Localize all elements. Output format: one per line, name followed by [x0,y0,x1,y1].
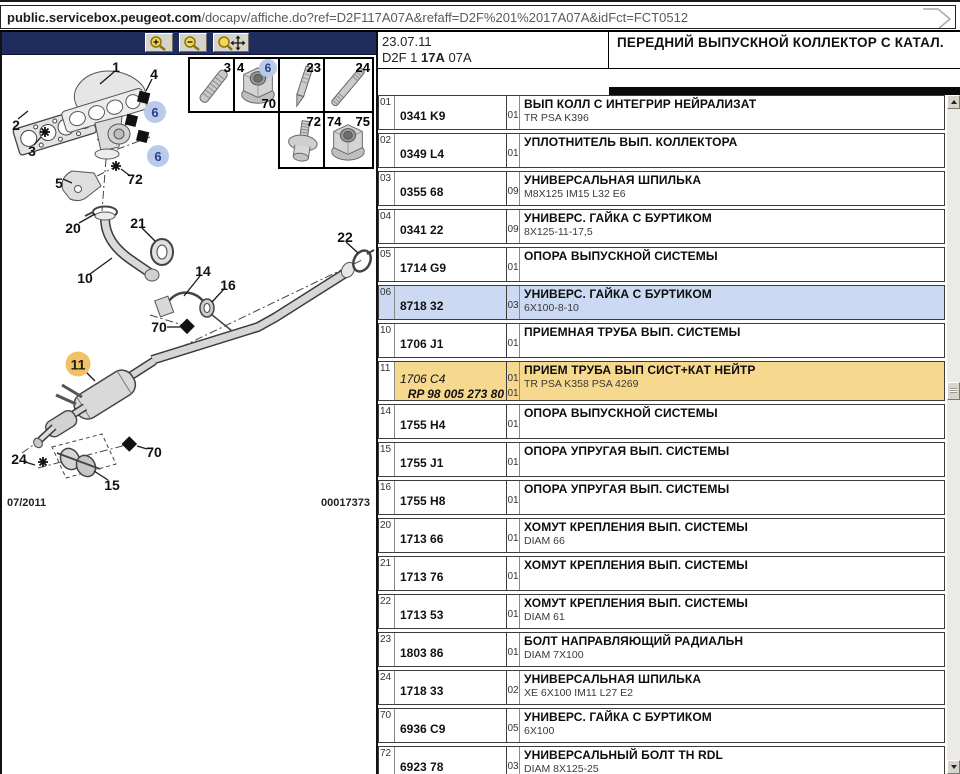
part-thumbnail[interactable] [233,57,280,113]
desc-cell [520,595,944,628]
zoom-out-icon [183,35,203,51]
table-row[interactable] [378,247,945,282]
part-description: ОПОРА ВЫПУСКНОЙ СИСТЕМЫ [524,406,718,420]
part-ref-cell: 1713 76 [395,557,507,590]
desc-cell [520,747,944,774]
part-ref-cell: 0355 68 [395,172,507,205]
row-number-cell: 14 [379,405,395,438]
row-number-cell: 03 [379,172,395,205]
desc-cell [520,248,944,281]
callout-14[interactable]: 14 [195,263,211,279]
part-description: УНИВЕРС. ГАЙКА С БУРТИКОМ [524,710,712,724]
table-row[interactable] [378,442,945,477]
part-ref-cell: 1713 53 [395,595,507,628]
part-spec: TR PSA K358 PSA 4269 [524,378,639,390]
callout-24[interactable]: 24 [11,451,27,467]
table-row[interactable] [378,95,945,130]
callout-3[interactable]: 3 [28,143,36,159]
callout-20[interactable]: 20 [65,220,81,236]
part-description: ПРИЕМНАЯ ТРУБА ВЫП. СИСТЕМЫ [524,325,741,339]
qty-cell: 01 [507,595,520,628]
table-row[interactable] [378,556,945,591]
part-description: ОПОРА ВЫПУСКНОЙ СИСТЕМЫ [524,249,718,263]
part-description: ВЫП КОЛЛ С ИНТЕГРИР НЕЙРАЛИЗАТ [524,97,757,111]
part-thumbnail[interactable] [323,57,374,113]
thumb-label-4: 4 [237,60,245,75]
part-ref-cell: 0341 22 [395,210,507,243]
desc-cell [520,172,944,205]
diagram-date: 07/2011 [7,497,47,509]
part-description: ХОМУТ КРЕПЛЕНИЯ ВЫП. СИСТЕМЫ [524,558,749,572]
part-description: БОЛТ НАПРАВЛЯЮЩИЙ РАДИАЛЬН [524,634,744,648]
table-row[interactable] [378,133,945,168]
zoom-in-icon [149,35,169,51]
row-number-cell: 04 [379,210,395,243]
part-thumbnail[interactable] [278,111,325,169]
table-row[interactable] [378,361,945,401]
row-number-cell: 24 [379,671,395,704]
desc-cell [520,633,944,666]
part-description: ОПОРА УПРУГАЯ ВЫП. СИСТЕМЫ [524,444,730,458]
qty-cell: 03 [507,747,520,774]
qty-cell: 02 [507,671,520,704]
part-description: УНИВЕРСАЛЬНАЯ ШПИЛЬКА [524,672,702,686]
part-ref-cell: 1803 86 [395,633,507,666]
part-ref-cell: 1755 H4 [395,405,507,438]
table-row[interactable] [378,708,945,743]
table-row[interactable] [378,209,945,244]
callout-16[interactable]: 16 [220,277,236,293]
callout-11[interactable]: 11 [66,352,91,377]
row-number-cell: 06 [379,286,395,319]
desc-cell [520,481,944,514]
desc-cell [520,134,944,167]
qty-cell: 09 [507,210,520,243]
qty-cell: 01 [507,134,520,167]
content-area [0,30,960,772]
scrollbar-thumb[interactable] [947,382,960,400]
part-description: ХОМУТ КРЕПЛЕНИЯ ВЫП. СИСТЕМЫ [524,596,749,610]
page-title: ПЕРЕДНИЙ ВЫПУСКНОЙ КОЛЛЕКТОР С КАТАЛ. [617,35,944,50]
table-row[interactable] [378,404,945,439]
callout-21[interactable]: 21 [130,215,146,231]
qty-cell: 01 [507,557,520,590]
part-thumbnail[interactable] [323,111,374,169]
part-description: УНИВЕРС. ГАЙКА С БУРТИКОМ [524,287,712,301]
qty-cell: 01 [507,405,520,438]
row-number-cell: 11 [379,362,395,400]
table-row[interactable] [378,746,945,774]
part-ref-cell: 6923 78 [395,747,507,774]
document-header [378,32,960,69]
qty-cell: 01 [507,443,520,476]
part-ref-cell: 1714 G9 [395,248,507,281]
table-row[interactable] [378,518,945,553]
part-spec: TR PSA K396 [524,112,589,124]
document-meta [378,32,609,68]
document-ref: D2F 1 17A 07A [382,50,472,65]
desc-cell [520,362,944,400]
zoom-pan-button[interactable] [213,33,249,52]
thumb-label-74: 74 [327,114,342,129]
callout-15[interactable]: 15 [104,477,120,493]
qty-cell: 05 [507,709,520,742]
qty-cell: 01 [507,248,520,281]
scroll-up-button[interactable] [947,95,960,109]
thumb-label-72: 72 [306,114,321,129]
callout-70[interactable]: 70 [151,319,167,335]
callout-5[interactable]: 5 [55,175,63,191]
part-spec: XE 6X100 IM11 L27 E2 [524,687,633,699]
diagram-panel [0,32,378,774]
thumb-label-23: 23 [306,60,321,75]
part-description: УПЛОТНИТЕЛЬ ВЫП. КОЛЛЕКТОРА [524,135,738,149]
parts-panel [378,32,960,774]
thumb-label-24: 24 [355,60,370,75]
callout-2[interactable]: 2 [12,117,20,133]
part-ref-cell: 1755 J1 [395,443,507,476]
part-spec: M8X125 IM15 L32 E6 [524,188,626,200]
callout-22[interactable]: 22 [337,229,353,245]
desc-cell [520,96,944,129]
row-number-cell: 22 [379,595,395,628]
qty-cell: 01 [507,96,520,129]
part-ref-cell: 0341 K9 [395,96,507,129]
desc-cell [520,671,944,704]
qty-cell: 01 01 [507,362,520,400]
row-number-cell: 20 [379,519,395,552]
parts-table [378,95,945,774]
callout-70[interactable]: 70 [146,444,162,460]
table-row[interactable] [378,670,945,705]
url-bar[interactable] [0,5,956,29]
thumb-label-70: 70 [261,96,276,111]
qty-cell: 01 [507,633,520,666]
exhaust-diagram [2,55,376,537]
part-ref-cell: 8718 32 [395,286,507,319]
callout-6[interactable]: 6 [144,101,166,123]
table-row[interactable] [378,171,945,206]
part-ref-cell: 6936 C9 [395,709,507,742]
replacement-ref: RP 98 005 273 80 [407,387,504,401]
desc-cell [520,443,944,476]
desc-cell [520,324,944,357]
part-ref-cell: 1706 J1 [395,324,507,357]
part-ref-cell: 1706 C4 RP 98 005 273 80 [395,362,507,400]
document-date: 23.07.11 [382,34,432,49]
header-divider [609,87,960,95]
part-description: ХОМУТ КРЕПЛЕНИЯ ВЫП. СИСТЕМЫ [524,520,749,534]
callout-6[interactable]: 6 [147,145,169,167]
desc-cell [520,557,944,590]
part-ref-cell: 0349 L4 [395,134,507,167]
diagram-toolbar [2,32,376,55]
qty-cell: 09 [507,172,520,205]
callout-1[interactable]: 1 [112,59,120,75]
zoom-pan-icon [217,35,245,51]
callout-4[interactable]: 4 [150,66,158,82]
row-number-cell: 02 [379,134,395,167]
part-description: УНИВЕРСАЛЬНЫЙ БОЛТ TH RDL [524,748,723,762]
desc-cell [520,286,944,319]
go-arrow-icon [922,8,952,29]
row-number-cell: 01 [379,96,395,129]
callout-10[interactable]: 10 [77,270,93,286]
qty-cell: 01 [507,324,520,357]
part-description: ОПОРА УПРУГАЯ ВЫП. СИСТЕМЫ [524,482,730,496]
zoom-out-button[interactable] [179,33,207,52]
part-ref-cell: 1718 33 [395,671,507,704]
row-number-cell: 15 [379,443,395,476]
url-domain: public.servicebox.peugeot.com [7,9,202,25]
part-spec: DIAM 66 [524,535,565,547]
thumb-label-3: 3 [223,60,231,75]
qty-cell: 01 [507,519,520,552]
table-row[interactable] [378,594,945,629]
part-spec: 8X125-11-17,5 [524,226,593,238]
thumb-label-75: 75 [355,114,370,129]
part-description: УНИВЕРС. ГАЙКА С БУРТИКОМ [524,211,712,225]
part-thumbnail[interactable] [278,57,325,113]
part-spec: DIAM 7X100 [524,649,584,661]
thumb-label-6: 6 [259,59,277,77]
diagram-number: 00017373 [321,497,370,509]
row-number-cell: 72 [379,747,395,774]
scrollbar[interactable] [947,95,960,774]
row-number-cell: 05 [379,248,395,281]
part-spec: DIAM 61 [524,611,565,623]
table-row[interactable] [378,285,945,320]
part-ref-cell: 1755 H8 [395,481,507,514]
part-spec: 6X100-8-10 [524,302,579,314]
qty-cell: 03 [507,286,520,319]
row-number-cell: 23 [379,633,395,666]
row-number-cell: 70 [379,709,395,742]
zoom-in-button[interactable] [145,33,173,52]
desc-cell [520,210,944,243]
part-description: УНИВЕРСАЛЬНАЯ ШПИЛЬКА [524,173,702,187]
part-ref-cell: 1713 66 [395,519,507,552]
parts-table-zone [378,95,960,774]
row-number-cell: 16 [379,481,395,514]
row-number-cell: 10 [379,324,395,357]
part-description: ПРИЕМ ТРУБА ВЫП СИСТ+КАТ НЕЙТР [524,363,756,377]
qty-extra: 01 [507,388,519,399]
part-spec: DIAM 8X125-25 [524,763,599,774]
table-row[interactable] [378,480,945,515]
part-thumbnail[interactable] [188,57,235,113]
url-bar-row [0,0,960,32]
callout-72[interactable]: 72 [127,171,143,187]
desc-cell [520,709,944,742]
desc-cell [520,519,944,552]
row-number-cell: 21 [379,557,395,590]
url-path: /docapv/affiche.do?ref=D2F117A07A&refaff=D2F%201%2017A07A&idFct=FCT0512 [201,9,689,25]
part-spec: 6X100 [524,725,555,737]
qty-cell: 01 [507,481,520,514]
table-row[interactable] [378,632,945,667]
table-row[interactable] [378,323,945,358]
desc-cell [520,405,944,438]
